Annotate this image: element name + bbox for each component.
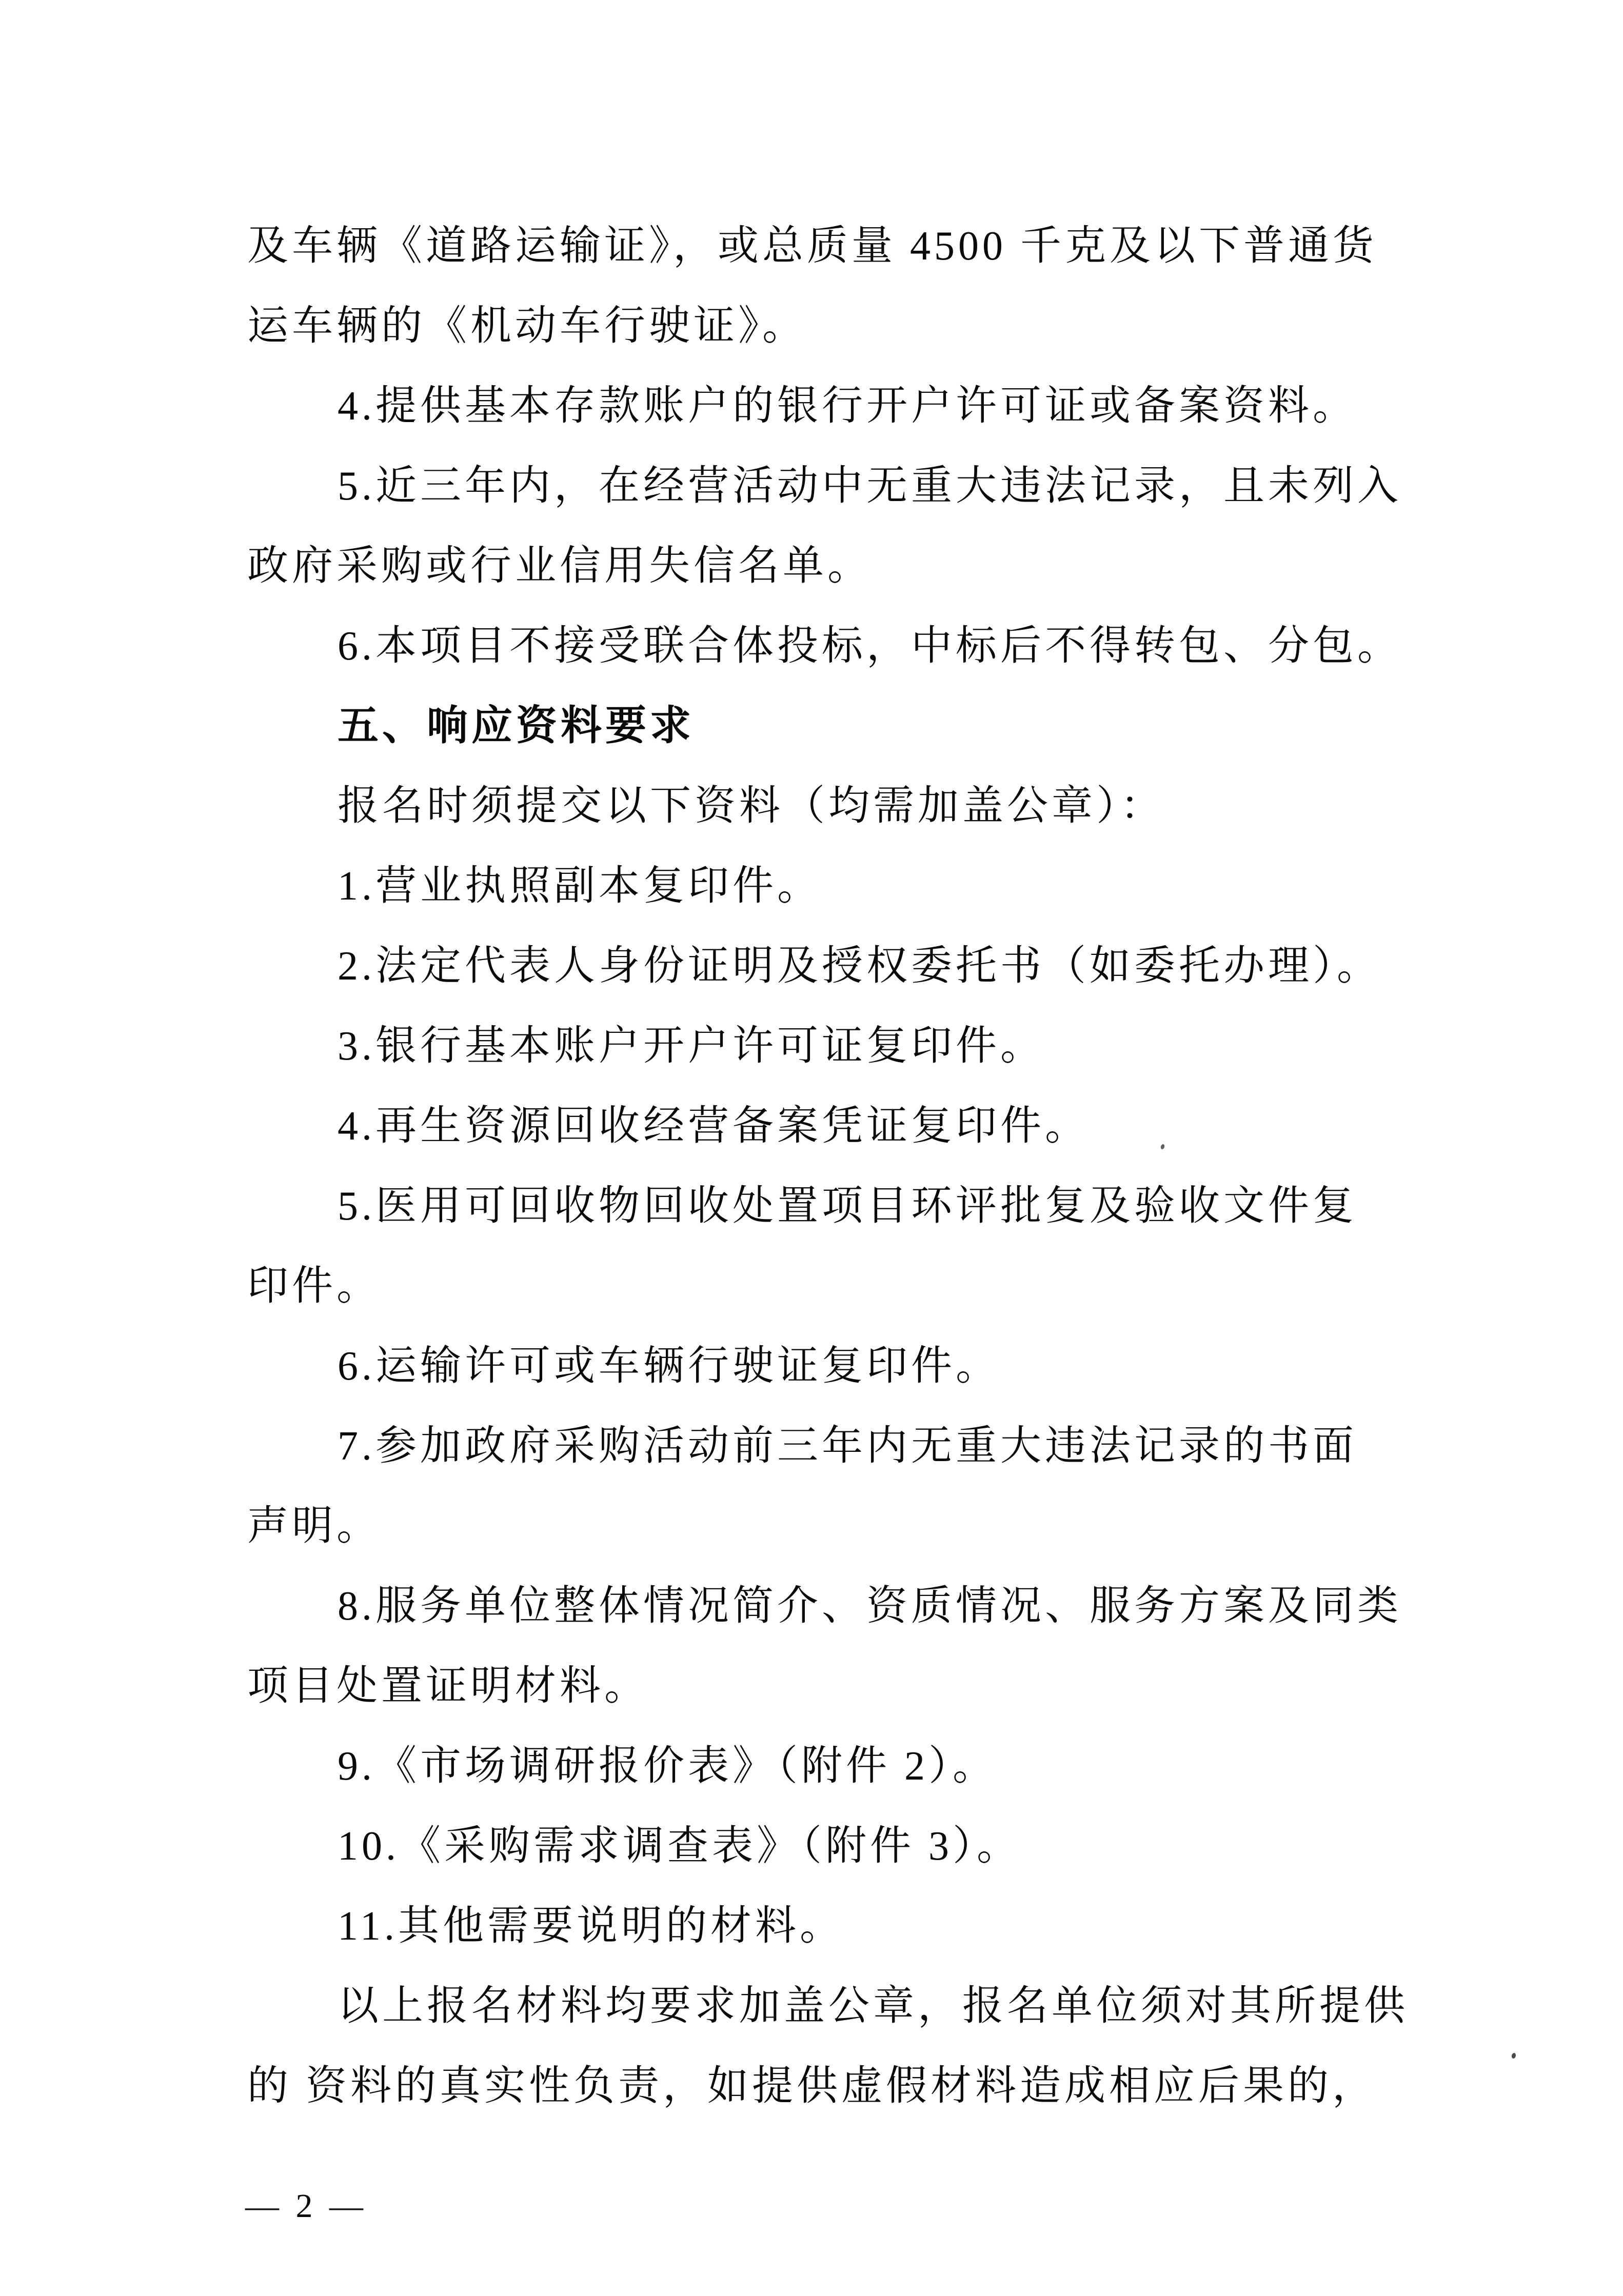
text-line: 声明。 (247, 1504, 381, 1549)
text-line: 8.服务单位整体情况简介、资质情况、服务方案及同类 (338, 1584, 1402, 1629)
text-line: 11.其他需要说明的材料。 (338, 1904, 845, 1949)
text-line: 报名时须提交以下资料（均需加盖公章）： (338, 784, 1165, 829)
text-line: 项目处置证明材料。 (247, 1664, 649, 1709)
text-line: 的 资料的真实性负责，如提供虚假材料造成相应后果的， (247, 2064, 1377, 2109)
text-line: 以上报名材料均要求加盖公章，报名单位须对其所提供 (338, 1984, 1409, 2029)
text-line: 5.医用可回收物回收处置项目环评批复及验收文件复 (338, 1184, 1357, 1229)
text-line: 7.参加政府采购活动前三年内无重大违法记录的书面 (338, 1424, 1357, 1469)
text-line: 9.《市场调研报价表》（附件 2）。 (338, 1744, 997, 1789)
scan-speck (1511, 2052, 1517, 2059)
text-line: 6.本项目不接受联合体投标，中标后不得转包、分包。 (338, 624, 1402, 669)
text-line: 6.运输许可或车辆行驶证复印件。 (338, 1344, 1000, 1389)
page-number: — 2 — (245, 2187, 367, 2225)
document-body (247, 206, 1409, 2126)
text-line: 1.营业执照副本复印件。 (338, 864, 822, 909)
text-line: 政府采购或行业信用失信名单。 (247, 544, 872, 589)
text-line: 5.近三年内，在经营活动中无重大违法记录，且未列入 (338, 464, 1402, 509)
text-line: 4.再生资源回收经营备案凭证复印件。 (338, 1104, 1090, 1149)
text-line: 2.法定代表人身份证明及授权委托书（如委托办理）。 (338, 944, 1381, 989)
text-line: 10.《采购需求调查表》（附件 3）。 (338, 1824, 1021, 1869)
text-line: 及车辆《道路运输证》，或总质量 4500 千克及以下普通货 (247, 224, 1377, 269)
text-line: 印件。 (247, 1264, 381, 1309)
text-line: 4.提供基本存款账户的银行开户许可证或备案资料。 (338, 384, 1357, 429)
text-line: 3.银行基本账户开户许可证复印件。 (338, 1024, 1045, 1069)
text-line: 运车辆的《机动车行驶证》。 (247, 304, 807, 349)
section-heading: 五、响应资料要求 (338, 704, 695, 749)
